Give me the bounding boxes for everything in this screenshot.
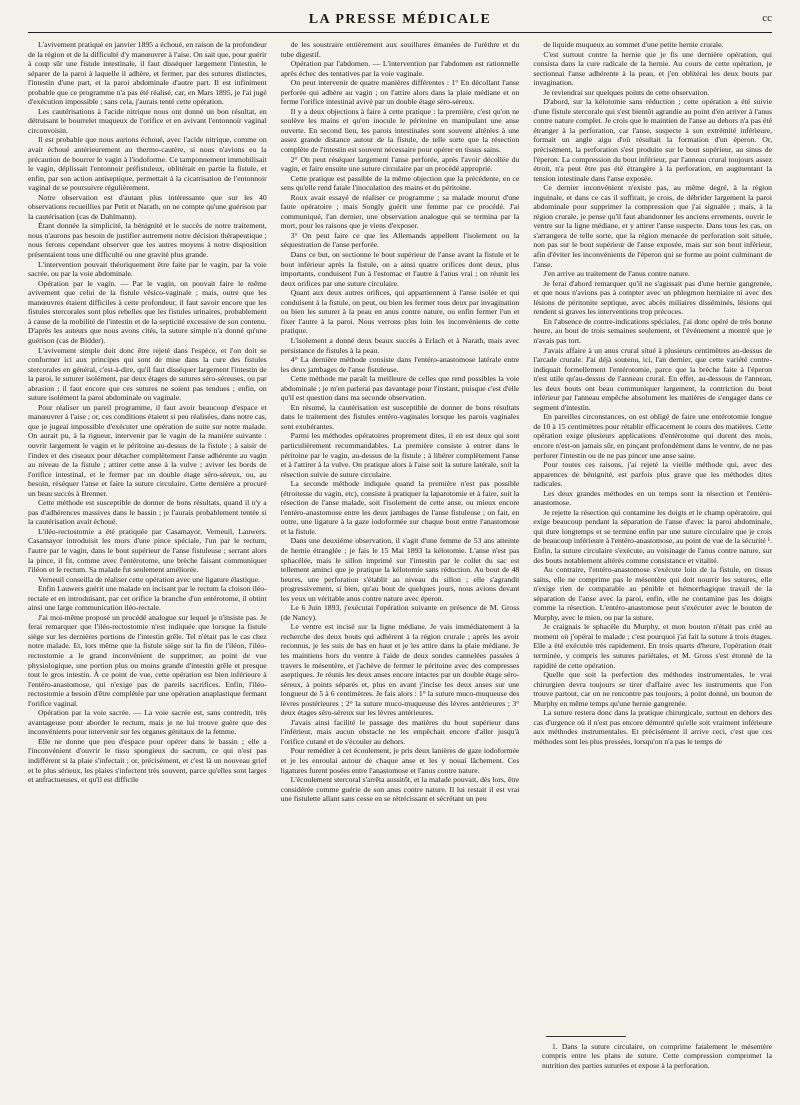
paragraph: La suture restera donc dans la pratique chirurgicale, surtout en dehors des cas d'urgence où il n'est pas encore démontré qu'elle soit vraiment inférieure aux méthodes instrumentales. Et précisément il arrive ceci, c'est que ces méthodes sont les plus pressées, lorsqu'on n'a pas le temps de [533,708,772,746]
paragraph: Le ventre est incisé sur la ligne médiane. Je vais immédiatement à la recherche des deux bouts qui adhèrent à la région crurale ; après les avoir reconnus, je les suis de bas en haut et je les attire dans la plaie médiane. Je les maintiens hors du ventre à l'aide de deux sondes cannelées passées à travers le mésentère, et j'achève de fermer le péritoine avec des compresses aseptiques. Je réunis les deux anses encore intactes par un double étage séro-séreux, à points séparés et, plus en avant j'incise les deux anses sur une longueur de 5 à 6 centimètres. Je fais alors : 1° la suture muco-muqueuse des lèvres postérieures ; 2° la suture muco-muqueuse des lèvres antérieures ; 3° deux étages séro-séreux sur les lèvres antérieures. [280,622,520,718]
paragraph: Opération par la voie sacrée. — La voie sacrée est, sans contredit, très avantageuse pour aborder le rectum, mais je ne lui trouve guère que des inconvénients pour intervenir sur les organes génitaux de la femme. [28,708,267,737]
paragraph: Ce dernier inconvénient n'existe pas, au même degré, à la région inguinale, et dans ce cas il suffirait, je crois, de débrider largement la paroi abdominale pour supprimer la compression que j'ai signalée ; mais, à la région crurale, je pense qu'il faut abandonner les anciens errements, ouvrir le ventre sur la ligne médiane, et y attirer l'anse suspecte. Dans tous les cas, on s'arrangera de telle sorte, que la région menacée de perforation soit située, non pas sur le bout supérieur de l'anse exposée, mais sur son bout inférieur, afin d'éviter les inconvénients de l'éperon qui se forme au point culminant de l'anse. [533,183,772,269]
article-body [28,40,772,1020]
paragraph: Les deux grandes méthodes en un temps sont la résection et l'entéro-anastomose. [533,488,772,508]
footnote-divider [546,1036,626,1037]
paragraph: Cette méthode me paraît la meilleure de celles que rend possibles la voie abdominale ; je m'en parlerai pas davantage pour l'instant, puisque c'est d'elle qu'il est question dans ma seconde observation. [280,374,520,403]
paragraph: L'isolement a donné deux beaux succès à Erlach et à Narath, mais avec persistance de fistules à la peau. [280,335,520,355]
paragraph: 2° On peut réséquer largement l'anse perforée, après l'avoir décollée du vagin, et faire ensuite une suture circulaire par un procédé approprié. [280,154,520,174]
paragraph: Quant aux deux autres orifices, qui appartiennent à l'anse isolée et qui conduisent à la fistule, on peut, ou bien les fermer tous deux par invagination ou bien les suturer à la peau en anus contre nature, ou enfin fermer l'un et fixer l'autre à la paroi. Nous verrons plus loin les inconvénients de cette pratique. [280,288,520,336]
paragraph: Parmi les méthodes opératoires proprement dites, il en est deux qui sont particulièrement recommandables. La première consiste à entrer dans le péritoine par le vagin, au-dessus de la fistule ; à libérer complètement l'anse et à l'attirer à la vulve. On pratique alors à l'aise soit la suture latérale, soit la résection suivie de suture circulaire. [280,431,520,479]
paragraph: Je rejette la résection qui contamine les doigts et le champ opératoire, qui exige beaucoup pendant la séparation de l'anse d'avec la paroi abdominale, qui dure longtemps et se termine enfin par une suture circulaire que je crois de beaucoup inférieure à l'entéro-anastomose, au point de vue de la sécurité ¹. Enfin, la suture circulaire s'exécute, au voisinage de l'anus contre nature, sur des bouts notablement altérés comme consistance et vitalité. [533,507,772,565]
paragraph: En résumé, la cautérisation est susceptible de donner de bons résultats dans le traitement des fistules entéro-vaginales lorsque les parois vaginales sont exubérantes. [280,402,520,431]
column-right [533,40,772,1020]
paragraph: Je craignais le sphacèle du Murphy, et mon bouton n'était pas créé au moment où j'opérai le malade ; c'est pourquoi j'ai fait la suture à trois étages. Elle a été exécutée très rapidement. En trois quarts d'heure, l'opération était terminée, y compris les sutures pariétales, et M. Gross s'est étonné de la rapidité de cette opération. [533,622,772,670]
paragraph: Pour réaliser un pareil programme, il faut avoir beaucoup d'espace et manœuvrer à l'aise ; or, ces conditions étaient si peu réalisées, dans notre cas, que je jugeai impossible d'exécuter une opération de suite sur notre malade. On aurait pu, à la rigueur, intervenir par le vagin de la manière suivante : ouvrir largement le vagin et le péritoine au-dessus de la fistule ; à saisir de l'index et des ciseaux pour détacher complètement l'anse adhérente au vagin au niveau de la fistule ; attirer cette anse à la vulve ; aviver les bords de l'orifice intestinal, et le fermer par un double étage séro-séreux, ou, au besoin, réséquer l'anse et faire la suture circulaire. Cette dernière a procuré un beau succès à Brenner. [28,402,267,498]
paragraph: D'abord, sur la kélotomie sans réduction ; cette opération a été suivie d'une fistule stercorale qui s'est bientôt agrandie au point d'en arriver à l'anus contre nature complet. Je crois que le maintien de l'anse au dehors n'a pas été étranger à la perforation, car l'anse, suspecte à son extrémité inférieure, formait un angle aigu d'où résultait la formation d'un éperon. Or, précisément, la perforation s'est produite sur le bout supérieur, au sinus de l'éperon. La compression du bout inférieur, par l'anneau crural toujours assez étroit, n'a peut être pas été étrangère à la perforation, en augmentant la tension intestinale dans l'anse exposée. [533,97,772,183]
paragraph: Il y a deux objections à faire à cette pratique : la première, c'est qu'on ne soulève les mains et qu'on inocule le péritoine en manipulant une anse ouverte. En second lieu, les parois intestinales sont souvent altérées à une assez grande distance autour de la fistule, de telle sorte que la résection complète de l'intestin est souvent nécessaire pour opérer en tissus sains. [280,106,520,155]
paragraph: Pour remédier à cet écoulement, je pris deux lanières de gaze iodoformée et je les enroulai autour de chaque anse et les y nouai lâchement. Ces ligatures furent posées entre l'anastomose et l'anus contre nature. [280,746,520,775]
paragraph: En l'absence de contre-indications spéciales, j'ai donc opéré de très bonne heure, au bout de trois semaines seulement, et l'événement a montré que je n'avais pas tort. [533,316,772,345]
footnote-text: 1. Dans la suture circulaire, on comprime fatalement le mésentère compris entre les plans de suture. Cette compression compromet la nutrition des parties suturées et expose à la perforation. [542,1042,772,1070]
paragraph: Au contraire, l'entéro-anastomose s'exécute loin de la fistule, en tissus sains, elle ne comprime pas le mésentère qui doit nourrir les sutures, elle n'exige rien de comparable au pénible et hémorrhagique travail de la séparation de l'anse avec la paroi, enfin, elle ne contamine pas les doigts comme la résection. L'entéro-anastomose peut s'exécuter avec le bouton de Murphy, avec le mien, ou par la suture. [533,565,772,622]
paragraph: J'ai moi-même proposé un procédé analogue sur lequel je n'insiste pas. Je ferai remarquer que l'iléo-rectostomie n'est indiquée que lorsque la fistule siège sur les dernières portions de l'intestin grêle. Tel n'était pas le cas chez notre malade. Et, lors même que la fistule siège sur la fin de l'iléon, l'iléo-rectostomie a le grand inconvénient de supprimer, au point de vue physiologique, une portion plus ou moins grande d'intestin grêle et presque tout le gros intestin. À ce point de vue, cette opération est bien inférieure à l'entéro-anastomose, qui n'exige pas de pareils sacrifices. Enfin, l'iléo-rectostomie a besoin d'être complétée par une opération anaplastique fermant l'orifice vaginal. [28,612,267,708]
journal-title: LA PRESSE MÉDICALE [308,12,492,27]
paragraph: Les cautérisations à l'acide nitrique nous ont donné un bon résultat, en détruisant le bourrelet muqueux de l'orifice et en avivant l'entonnoir vaginal circonvoisin. [28,106,267,135]
paragraph: J'en arrive au traitement de l'anus contre nature. [543,269,690,279]
page-number: cc [762,12,772,24]
paragraph: L'avivement simple doit donc être rejeté dans l'espèce, et l'on doit se conformer ici aux principes qui sont de mise dans la cure des fistules stercorales en général, c'est-à-dire, qu'il faut disséquer largement l'intestin de la paroi, le suturer isolément, par deux étages de sutures séro-séreuses, ou par abrasion ; il faut encore que ces sutures ne soient pas tendues ; enfin, on suture isolément la paroi abdominale ou vaginale. [28,345,267,403]
paragraph: Verneuil conseilla de réaliser cette opération avec une ligature élastique. [38,574,260,584]
paragraph: L'écoulement stercoral s'arrêta aussitôt, et la malade pouvait, dès lors, être considérée comme guérie de son anus contre nature. Il lui restait il est vrai une fistulette allant sans cesse en se rétrécissant et sécrétant un peu [280,775,520,804]
column-left [28,40,267,1020]
paragraph: J'avais ainsi facilité le passage des matières du bout supérieur dans l'inférieur, mais aucun obstacle ne les empêchait encore d'aller jusqu'à l'orifice cutané et de s'écouler au dehors. [280,717,520,746]
paragraph: Je ferai d'abord remarquer qu'il ne s'agissait pas d'une hernie gangrenée, et que nous n'avions pas à compter avec un phlegmon herniaire ni avec des lésions de péritonite septique, avec abcès miliaires disséminés, lésions qui rendent si graves les interventions trop précoces. [533,278,772,317]
paragraph: Opération par l'abdomen. — L'intervention par l'abdomen est rationnelle après échec des tentatives par la voie vaginale. [280,59,520,78]
paragraph: L'intervention pouvait théoriquement être faite par le vagin, par la voie sacrée, ou par la voie abdominale. [28,259,267,279]
paragraph: Quelle que soit la perfection des méthodes instrumentales, le vrai chirurgien devra toujours se tirer d'affaire avec les instruments que l'on trouve partout, car on ne rencontre pas toujours, à point donné, un bouton de Murphy en même temps qu'une hernie gangrenée. [533,670,772,708]
paragraph: 3° On peut faire ce que les Allemands appellent l'isolement ou la séquestration de l'anse perforée. [280,230,520,250]
paragraph: On peut intervenir de quatre manières différentes : 1° En décollant l'anse perforée qui adhère au vagin ; on l'attire alors dans la plaie médiane et on ferme l'orifice intestinal avivé par un double étage séro-séreux. [280,78,520,107]
paragraph: de les soustraire entièrement aux souillures émanées de l'urèthre et du tube digestif. [280,40,520,59]
column-middle [281,40,520,1020]
paragraph: Il est probable que nous aurions échoué, avec l'acide nitrique, comme on avait échoué antérieurement au thermo-cautère, si nous n'avions eu la précaution de bourrer le vagin à l'iodoforme. Ce tamponnement immobilisait le vagin, déplissait l'entonnoir préfistuleux, oblitérait en partie la fistule, et enfin, par son action antiseptique, permettait à la cicatrisation de l'entonnoir vaginal de se poursuivre régulièrement. [28,135,267,193]
paragraph: Dans une deuxième observation, il s'agit d'une femme de 53 ans atteinte de hernie étranglée ; je fais le 15 Mai 1893 la kélotomie. L'anse n'est pas sphacélée, mais le sillon imprimé sur l'intestin par le collet du sac est tellement aminci que je pratique la kélotomie sans réduction. Au bout de 48 heures, une perforation s'établit au niveau du sillon ; elle s'agrandit progressivement, si bien, qu'au bout de quelques jours, nous avions devant les yeux un véritable anus contre nature avec éperon. [280,536,520,603]
paragraph: Je reviendrai sur quelques points de cette observation. [543,87,710,97]
page-header [28,6,772,33]
paragraph: Cette méthode est susceptible de donner de bons résultats, quand il n'y a pas d'adhérences massives dans le bassin ; je l'aurais probablement tentée si la cautérisation avait échoué. [28,498,267,527]
paragraph: J'avais affaire à un anus crural situé à plusieurs centimètres au-dessus de l'arcade crurale. J'ai déjà soutenu, ici, l'an dernier, que cette variété contre-indiquait formellement l'entérotomie, parce que la brèche faite à l'éperon n'est utile qu'au-dessus de l'anneau crural. En effet, au-dessous de l'anneau, les deux bouts ont beau communiquer largement, la contriction du bout inférieur par l'anneau empêche absolument les matières de s'engager dans ce segment d'intestin. [533,345,772,412]
paragraph: L'iléo-rectostomie a été pratiquée par Casamayor, Verneuil, Lauwers. Casamayor introduisit les mors d'une pince spéciale, l'un par le rectum, l'autre par le vagin, dans le bout supérieur de l'anse fistuleuse ; serrant alors la pince, il fit, comme avec l'entérotome, une brèche faisant communiquer l'iléon et le rectum. Sa malade fut seulement améliorée. [28,526,267,575]
paragraph: 4° La dernière méthode consiste dans l'entéro-anastomose latérale entre les deux jambages de l'anse fistuleuse. [280,355,520,374]
paragraph: C'est surtout contre la hernie que je fis une dernière opération, qui consista dans la cure radicale de la hernie. Au cours de cette opération, je sectionnai l'anse adhérente à la peau, et j'en oblitérai les deux bouts par invagination. [533,49,772,88]
paragraph: Étant donnée la simplicité, la bénignité et le succès de notre traitement, nous n'aurons pas besoin de justifier autrement notre décision thérapeutique ; nous ferons cependant observer que les autres moyens à notre disposition présentaient tous une difficulté ou une gravité plus grande. [28,221,267,260]
paragraph: Dans ce but, on sectionne le bout supérieur de l'anse avant la fistule et le bout inférieur après la fistule, on a ainsi quatre orifices dont deux, plus importants, conduisent l'un à l'estomac et l'autre à l'anus vrai ; on réunit les deux orifices par une suture circulaire. [280,250,520,288]
footnote [542,1042,772,1070]
paragraph: Enfin Lauwers guérit une malade en incisant par le rectum la cloison iléo-rectale et en introduisant, par cet orifice la branche d'un entérotome, il obtint ainsi une large communication iléo-rectale. [28,584,267,613]
paragraph: La seconde méthode indiquée quand la première n'est pas possible (étroitesse du vagin, etc), consiste à pratiquer la laparotomie et à faire, soit la résection de l'anse malade, soit l'isolement de cette anse, ou mieux encore l'entéro-anastomose entre les deux jambages de l'anse fistuleuse ; on fait, en outre, une ligature à la gaze iodoformée sur chaque bout entre l'anastomose et la fistule. [280,479,520,536]
paragraph: En pareilles circonstances, on est obligé de faire une entérotomie longue de 10 à 15 centimètres pour rétablir efficacement le cours des matières. Cette opération exige plusieurs applications d'entérotome qui durent des mois, encore n'est-on jamais sûr, en pinçant profondément dans le ventre, de ne pas perforer l'intestin ou de ne pas pincer une anse saine. [533,412,772,460]
paragraph: Opération par le vagin. — Par le vagin, on pouvait faire le même avivement que celui de la fistule vésico-vaginale ; mais, outre que les manœuvres étaient difficiles à cette profondeur, il faut savoir encore que les fistules stercorales sont plus rebelles que les fistules urinaires, probablement à cause de la mobilité de l'intestin et de la septicité excessive de son contenu. D'après les auteurs que nous avons cités, la suture simple n'a donné qu'une guérison (cas de Bidder). [28,278,267,345]
paragraph: Notre observation est d'autant plus intéressante que sur les 40 observations recueillies par Petit et Narath, on ne compte qu'une guérison par la cautérisation (cas de Dahlmann). [28,192,267,221]
paragraph: Cette pratique est passible de la même objection que la précédente, en ce sens qu'elle rend fatale l'inoculation des mains et du péritoine. [280,173,520,193]
paragraph: Elle ne donne que peu d'espace pour opérer dans le bassin ; elle a l'inconvénient d'ouvrir le tissu spongieux du sacrum, ce qui n'est pas indifférent si la plaie s'infectait ; or, précisément, et c'est là un nouveau grief et le plus sérieux, les plaies s'infectent très souvent, parce qu'elles sont larges et anfractueuses, et qu'il est difficile [28,736,267,785]
paragraph: de liquide muqueux au sommet d'une petite hernie crurale. [543,40,724,49]
paragraph: L'avivement pratiqué en janvier 1895 a échoué, en raison de la profondeur de la région et de la difficulté d'y manœuvrer à l'aise. On sait que, pour guérir à coup sûr une fistule intestinale, il faut disséquer largement l'intestin, le séparer de la paroi à laquelle il adhère, et fermer, par des sutures distinctes, l'intestin d'une part, et la paroi abdominale d'autre part. Il est infiniment probable que ce programme n'a pas été réalisé, car, en Mars 1895, je l'ai jugé d'exécution impossible ; sans cela, j'aurais tenté cette opération. [28,40,267,107]
paragraph: Roux avait essayé de réaliser ce programme ; sa malade mourut d'une faute opératoire ; mais Songly guérit une femme par ce procédé. J'ai communiqué, l'an dernier, une observation analogue qui se termina par la mort, pour les raisons que je viens d'exposer. [280,192,520,231]
paragraph: Pour toutes ces raisons, j'ai rejeté la vieille méthode qui, avec des apparences de bénignité, est parfois plus grave que les méthodes dites radicales. [533,460,772,489]
paragraph: Le 6 Juin 1893, j'exécutai l'opération suivante en présence de M. Gross (de Nancy). [280,603,520,622]
